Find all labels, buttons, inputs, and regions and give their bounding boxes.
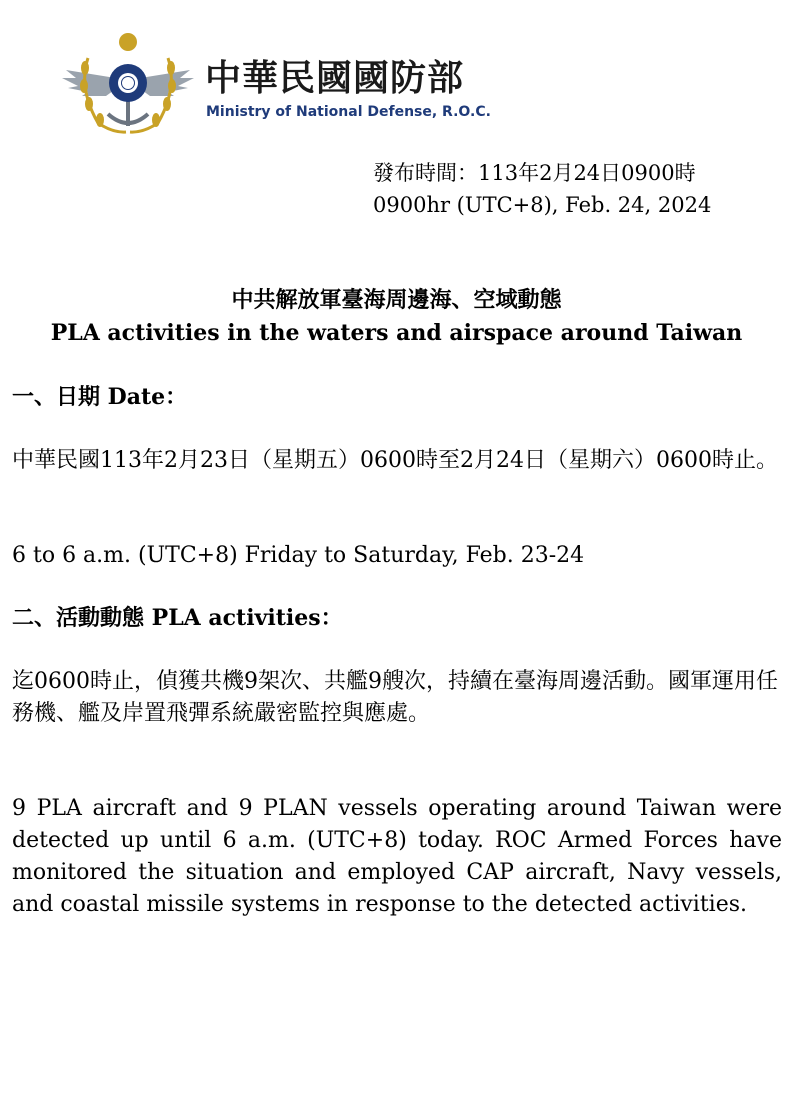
release-time [373,157,711,221]
mnd-emblem-icon [58,28,198,140]
ministry-name-cn: 中華民國國防部 [205,58,465,99]
document-title-cn: 中共解放軍臺海周邊海、空域動態 [231,287,562,313]
ministry-name-en: Ministry of National Defense, R.O.C. [206,104,491,120]
section-date-heading: 一、日期 Date： [12,384,188,410]
section-date-body-en: 6 to 6 a.m. (UTC+8) Friday to Saturday, Feb. 23-24 [12,543,585,568]
section-activities-body-en: 9 PLA aircraft and 9 PLAN vessels operating around Taiwan were detected up until 6 a.m. (UTC+8) today. ROC Armed Forces have monitored the situation and employed CAP aircraft, Navy vessels, and coastal missile systems in response to the detected activities. [12,796,782,917]
section-activities-heading: 二、活動動態 PLA activities： [12,605,343,631]
document-title-en: PLA activities in the waters and airspace around Taiwan [50,320,743,346]
release-time-cn: 發布時間：113年2月24日0900時 [373,161,696,185]
section-activities-body-cn: 迄0600時止，偵獲共機9架次、共艦9艘次，持續在臺海周邊活動。國軍運用任務機、艦及岸置飛彈系統嚴密監控與應處。 [12,669,778,726]
release-time-en: 0900hr (UTC+8), Feb. 24, 2024 [373,193,712,217]
section-date-body-cn: 中華民國113年2月23日（星期五）0600時至2月24日（星期六）0600時止。 [12,448,778,473]
